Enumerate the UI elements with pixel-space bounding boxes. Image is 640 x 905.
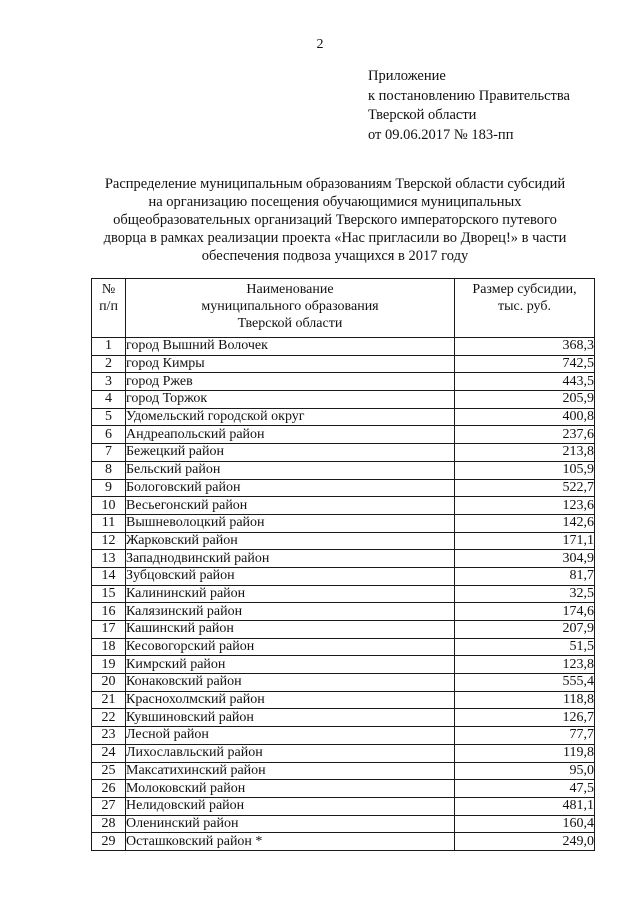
header-num-line: № [101,282,116,297]
subsidy-amount: 213,8 [455,444,595,462]
table-row [92,373,595,391]
municipality-name: Удомельский городской округ [126,408,455,426]
row-number: 7 [92,444,126,462]
subsidy-amount: 555,4 [455,674,595,692]
table-row [92,833,595,851]
row-number: 16 [92,603,126,621]
table-row [92,709,595,727]
row-number: 23 [92,727,126,745]
table-row [92,638,595,656]
table-row [92,797,595,815]
row-number: 21 [92,691,126,709]
row-number: 9 [92,479,126,497]
municipality-name: Оленинский район [126,815,455,833]
municipality-name: город Торжок [126,391,455,409]
municipality-name: Калязинский район [126,603,455,621]
row-number: 2 [92,355,126,373]
table-row [92,338,595,356]
table-row [92,585,595,603]
row-number: 11 [92,514,126,532]
header-amount-line: Размер субсидии, [472,282,577,297]
municipality-name: Весьегонский район [126,497,455,515]
header-name-line: Тверской области [237,316,343,331]
municipality-name: Лихославльский район [126,744,455,762]
table-header-row [92,279,595,338]
header-name-line: муниципального образования [201,299,379,314]
row-number: 6 [92,426,126,444]
row-number: 29 [92,833,126,851]
subsidy-amount: 95,0 [455,762,595,780]
row-number: 8 [92,461,126,479]
table-row [92,355,595,373]
row-number: 3 [92,373,126,391]
subsidy-amount: 123,8 [455,656,595,674]
table-row [92,550,595,568]
municipality-name: Кувшиновский район [126,709,455,727]
header-amount [455,279,595,338]
municipality-name: Кимрский район [126,656,455,674]
header-name-line: Наименование [246,282,334,297]
municipality-name: Лесной район [126,727,455,745]
municipality-name: Жарковский район [126,532,455,550]
title-line: обеспечения подвоза учащихся в 2017 году [201,248,469,264]
title-line: на организацию посещения обучающимися муниципальных [148,194,522,210]
table-row [92,532,595,550]
appendix-line: Тверской области [368,107,477,123]
table-row [92,656,595,674]
subsidy-amount: 47,5 [455,780,595,798]
subsidy-amount: 142,6 [455,514,595,532]
municipality-name: город Кимры [126,355,455,373]
municipality-name: Вышневолоцкий район [126,514,455,532]
row-number: 25 [92,762,126,780]
subsidy-amount: 249,0 [455,833,595,851]
municipality-name: Кесовогорский район [126,638,455,656]
header-num [92,279,126,338]
subsidy-amount: 174,6 [455,603,595,621]
subsidy-amount: 32,5 [455,585,595,603]
header-amount-line: тыс. руб. [498,299,551,314]
header-num-line: п/п [99,299,118,314]
table-row [92,603,595,621]
table-row [92,815,595,833]
table-row [92,567,595,585]
appendix-line: от 09.06.2017 № 183-пп [368,126,514,143]
subsidy-amount: 171,1 [455,532,595,550]
table-row [92,444,595,462]
table-row [92,744,595,762]
table-row [92,762,595,780]
row-number: 15 [92,585,126,603]
municipality-name: Кашинский район [126,621,455,639]
row-number: 18 [92,638,126,656]
municipality-name: Бежецкий район [126,444,455,462]
row-number: 1 [92,338,126,356]
subsidy-amount: 522,7 [455,479,595,497]
municipality-name: Зубцовский район [126,567,455,585]
subsidy-amount: 160,4 [455,815,595,833]
subsidy-table [91,278,595,851]
table-row [92,621,595,639]
subsidy-amount: 400,8 [455,408,595,426]
municipality-name: Бельский район [126,461,455,479]
municipality-name: Молоковский район [126,780,455,798]
subsidy-amount: 368,3 [455,338,595,356]
subsidy-amount: 304,9 [455,550,595,568]
table-row [92,391,595,409]
municipality-name: Осташковский район * [126,833,455,851]
row-number: 19 [92,656,126,674]
subsidy-amount: 205,9 [455,391,595,409]
municipality-name: Калининский район [126,585,455,603]
subsidy-amount: 118,8 [455,691,595,709]
row-number: 17 [92,621,126,639]
table-row [92,461,595,479]
row-number: 10 [92,497,126,515]
subsidy-amount: 51,5 [455,638,595,656]
municipality-name: Конаковский район [126,674,455,692]
subsidy-amount: 207,9 [455,621,595,639]
row-number: 22 [92,709,126,727]
table-row [92,691,595,709]
row-number: 27 [92,797,126,815]
subsidy-amount: 77,7 [455,727,595,745]
table-row [92,674,595,692]
subsidy-amount: 119,8 [455,744,595,762]
row-number: 20 [92,674,126,692]
row-number: 12 [92,532,126,550]
header-name [126,279,455,338]
table-body [92,338,595,851]
subsidy-amount: 742,5 [455,355,595,373]
row-number: 5 [92,408,126,426]
municipality-name: Нелидовский район [126,797,455,815]
row-number: 13 [92,550,126,568]
subsidy-amount: 126,7 [455,709,595,727]
municipality-name: город Ржев [126,373,455,391]
table-row [92,408,595,426]
table-row [92,514,595,532]
page-number: 2 [316,37,324,52]
subsidy-amount: 123,6 [455,497,595,515]
table-row [92,780,595,798]
row-number: 24 [92,744,126,762]
municipality-name: город Вышний Волочек [126,338,455,356]
subsidy-amount: 237,6 [455,426,595,444]
subsidy-amount: 481,1 [455,797,595,815]
subsidy-amount: 443,5 [455,373,595,391]
row-number: 4 [92,391,126,409]
municipality-name: Краснохолмский район [126,691,455,709]
title-line: дворца в рамках реализации проекта «Нас пригласили во Дворец!» в части [103,230,567,246]
title-line: Распределение муниципальным образованиям Тверской области субсидий [104,176,566,192]
document-title [75,175,595,265]
table-row [92,497,595,515]
row-number: 28 [92,815,126,833]
municipality-name: Бологовский район [126,479,455,497]
municipality-name: Андреапольский район [126,426,455,444]
municipality-name: Западнодвинский район [126,550,455,568]
appendix-line: к постановлению Правительства [368,87,570,104]
row-number: 14 [92,567,126,585]
municipality-name: Максатихинский район [126,762,455,780]
table-row [92,426,595,444]
appendix-line: Приложение [368,68,446,84]
appendix-block [368,67,628,145]
subsidy-amount: 81,7 [455,567,595,585]
title-line: общеобразовательных организаций Тверского императорского путевого [113,212,557,228]
table-row [92,479,595,497]
table-row [92,727,595,745]
row-number: 26 [92,780,126,798]
subsidy-amount: 105,9 [455,461,595,479]
